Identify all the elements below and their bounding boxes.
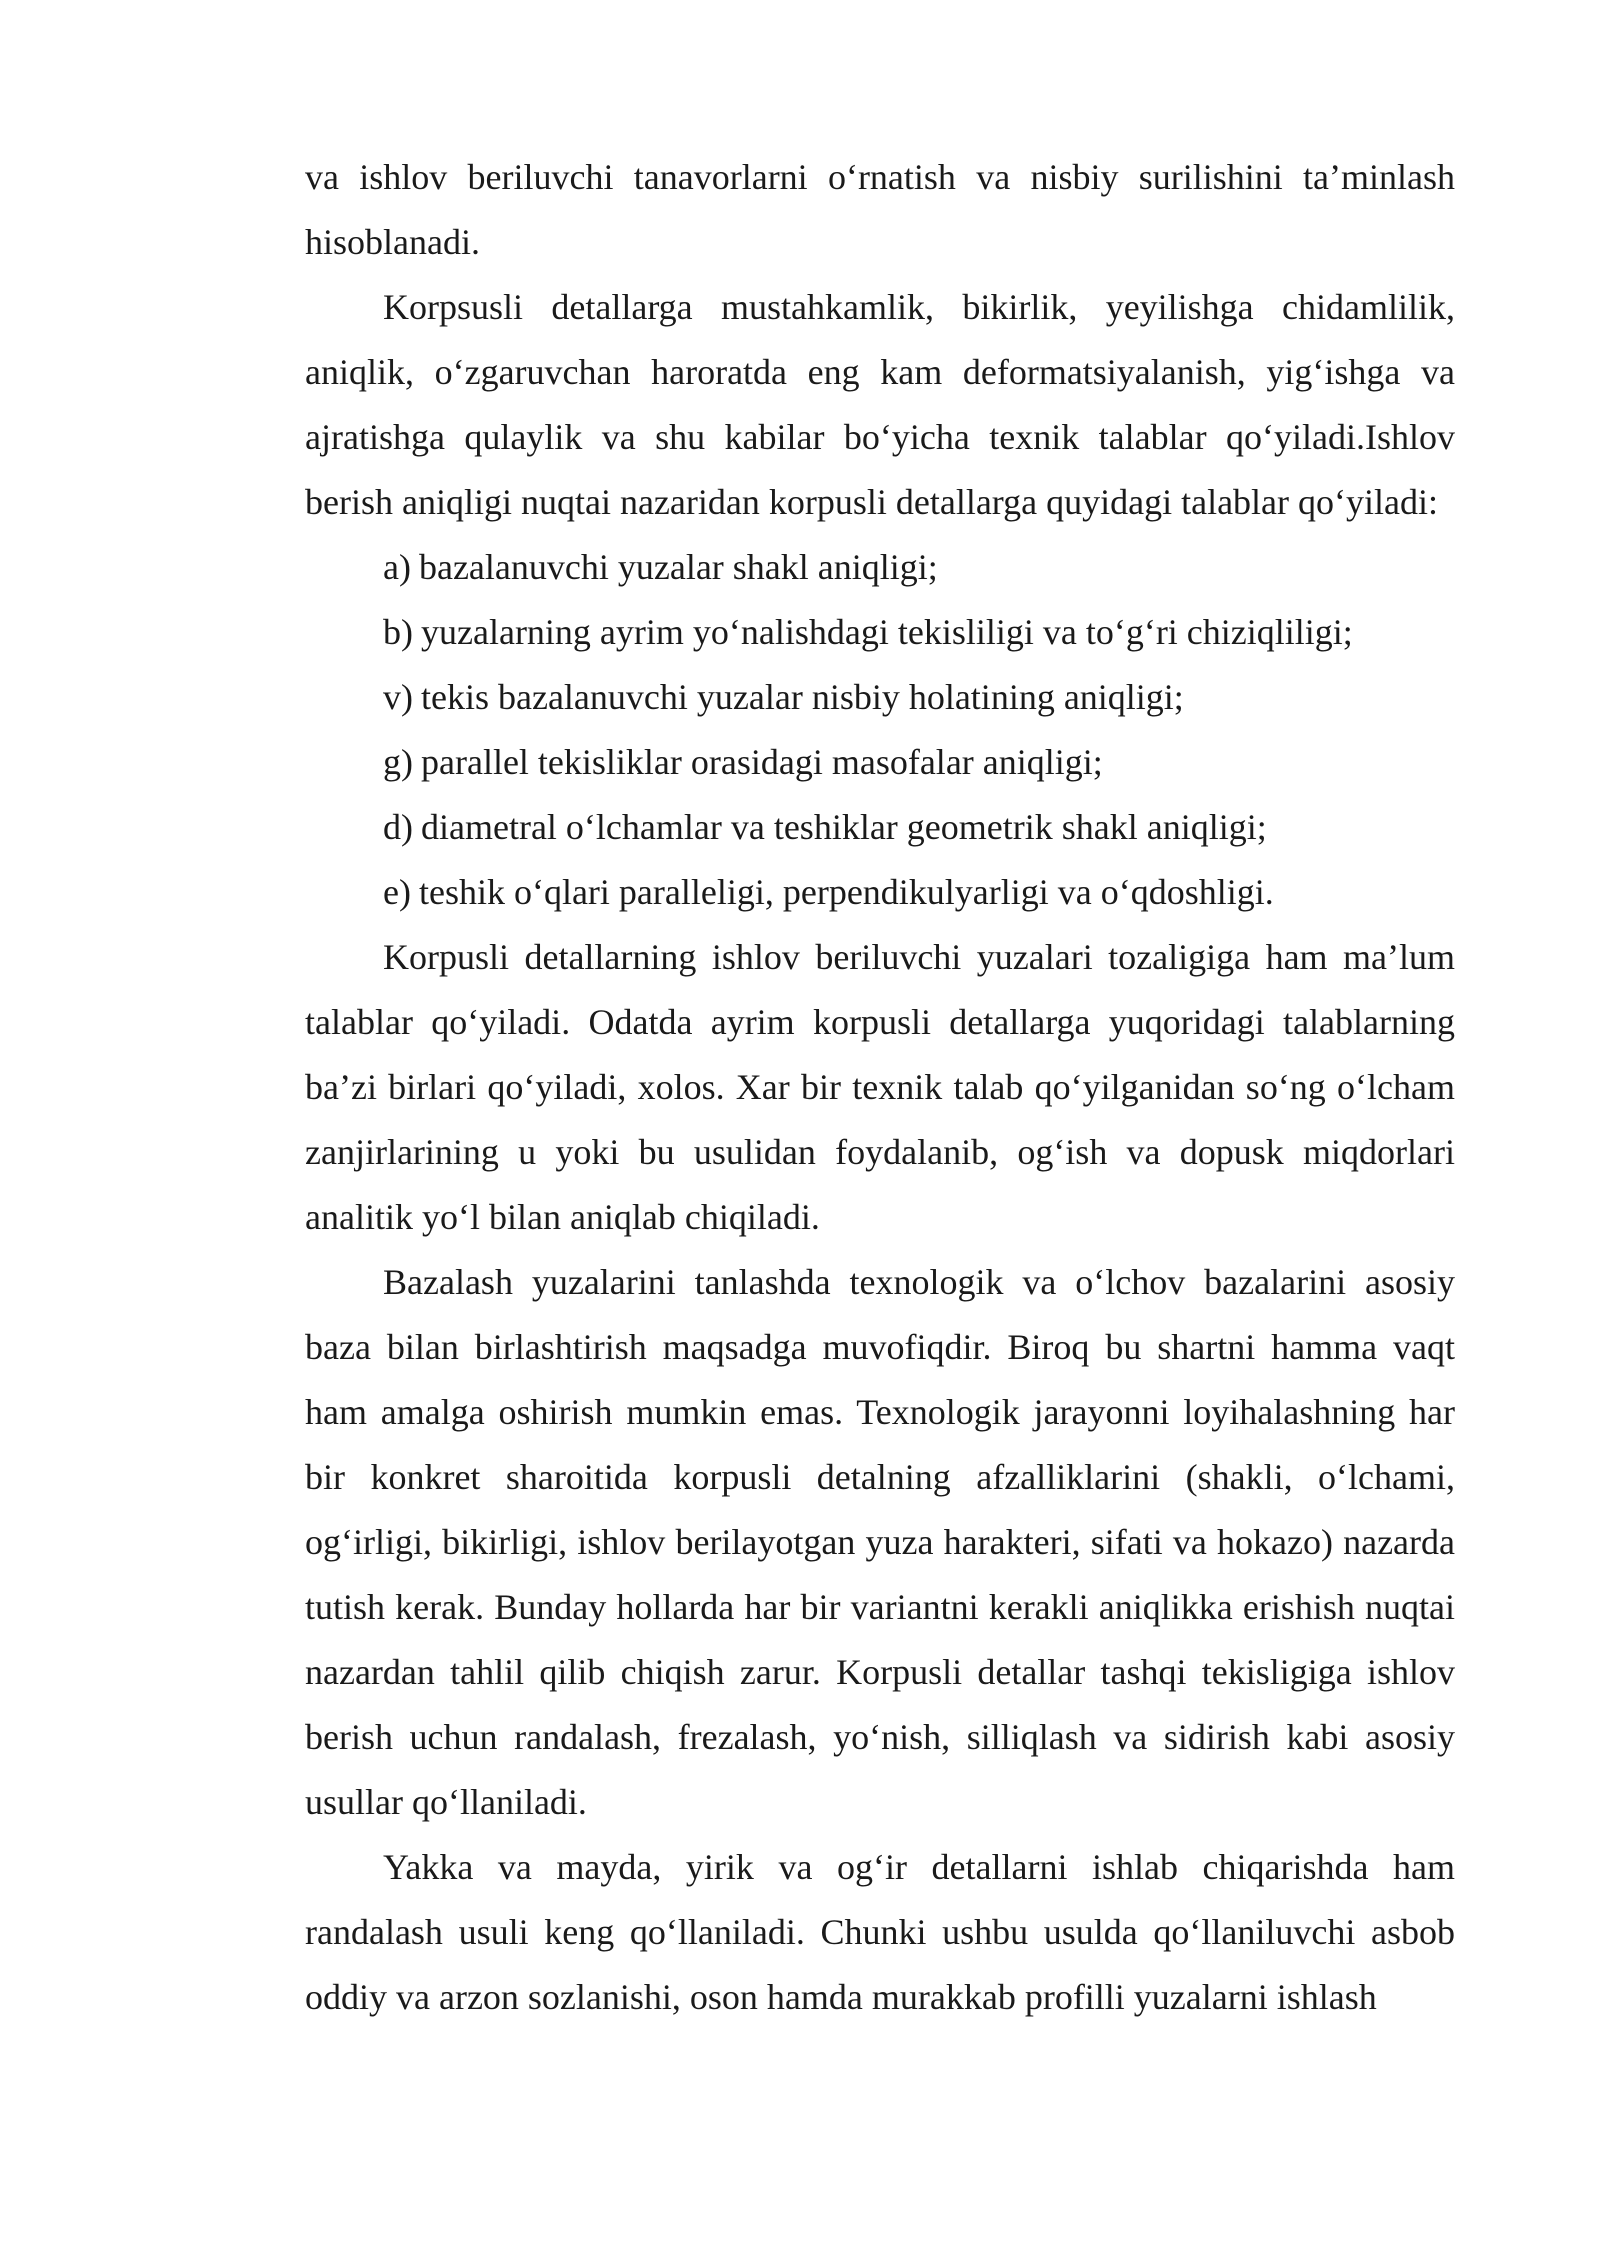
list-marker: e) [383, 872, 411, 912]
paragraph-planing-method: Yakka va mayda, yirik va og‘ir detallarni ishlab chiqarishda ham randalash usuli keng qo‘llaniladi. Chunki ushbu usulda qo‘llaniluvchi asbob oddiy va arzon sozlanishi, oson hamda murakkab profilli yuzalarni ishlash [305, 1847, 1455, 2017]
list-item-text: parallel tekisliklar orasidagi masofalar aniqligi; [421, 742, 1103, 782]
list-item [305, 860, 1455, 925]
paragraph-continuation: va ishlov beriluvchi tanavorlarni o‘rnatish va nisbiy surilishini ta’minlash hisoblanadi. [305, 157, 1455, 262]
paragraph-surface-quality: Korpusli detallarning ishlov beriluvchi yuzalari tozaligiga ham ma’lum talablar qo‘yiladi. Odatda ayrim korpusli detallarga yuqoridagi talablarning ba’zi birlari qo‘yiladi, xolos. Xar bir texnik talab qo‘yilganidan so‘ng o‘lcham zanjirlarining u yoki bu usulidan foydalanib, og‘ish va dopusk miqdorlari analitik yo‘l bilan aniqlab chiqiladi. [305, 937, 1455, 1237]
list-item-text: diametral o‘lchamlar va teshiklar geometrik shakl aniqligi; [421, 807, 1267, 847]
list-item-text: yuzalarning ayrim yo‘nalishdagi tekisliligi va to‘g‘ri chiziqliligi; [421, 612, 1353, 652]
list-marker: g) [383, 742, 413, 782]
list-item [305, 665, 1455, 730]
list-item-text: teshik o‘qlari paralleligi, perpendikulyarligi va o‘qdoshligi. [418, 872, 1274, 912]
document-page [305, 145, 1455, 2030]
list-item [305, 600, 1455, 665]
list-item-text: bazalanuvchi yuzalar shakl aniqligi; [418, 547, 938, 587]
list-item [305, 535, 1455, 600]
paragraph-technical-requirements: Korpsusli detallarga mustahkamlik, bikirlik, yeyilishga chidamlilik, aniqlik, o‘zgaruvchan haroratda eng kam deformatsiyalanish, yig‘ishga va ajratishga qulaylik va shu kabilar bo‘yicha texnik talablar qo‘yiladi.Ishlov berish aniqligi nuqtai nazaridan korpusli detallarga quyidagi talablar qo‘yiladi: [305, 287, 1455, 522]
list-item [305, 730, 1455, 795]
paragraph-basing-surfaces: Bazalash yuzalarini tanlashda texnologik va o‘lchov bazalarini asosiy baza bilan birlashtirish maqsadga muvofiqdir. Biroq bu shartni hamma vaqt ham amalga oshirish mumkin emas. Texnologik jarayonni loyihalashning har bir konkret sharoitida korpusli detalning afzalliklarini (shakli, o‘lchami, og‘irligi, bikirligi, ishlov berilayotgan yuza harakteri, sifati va hokazo) nazarda tutish kerak. Bunday hollarda har bir variantni kerakli aniqlikka erishish nuqtai nazardan tahlil qilib chiqish zarur. Korpusli detallar tashqi tekisligiga ishlov berish uchun randalash, frezalash, yo‘nish, silliqlash va sidirish kabi asosiy usullar qo‘llaniladi. [305, 1262, 1455, 1822]
list-item-text: tekis bazalanuvchi yuzalar nisbiy holatining aniqligi; [421, 677, 1184, 717]
list-item [305, 795, 1455, 860]
list-marker: b) [383, 612, 413, 652]
list-marker: d) [383, 807, 413, 847]
list-marker: v) [383, 677, 413, 717]
list-marker: a) [383, 547, 411, 587]
requirements-list [305, 535, 1455, 925]
